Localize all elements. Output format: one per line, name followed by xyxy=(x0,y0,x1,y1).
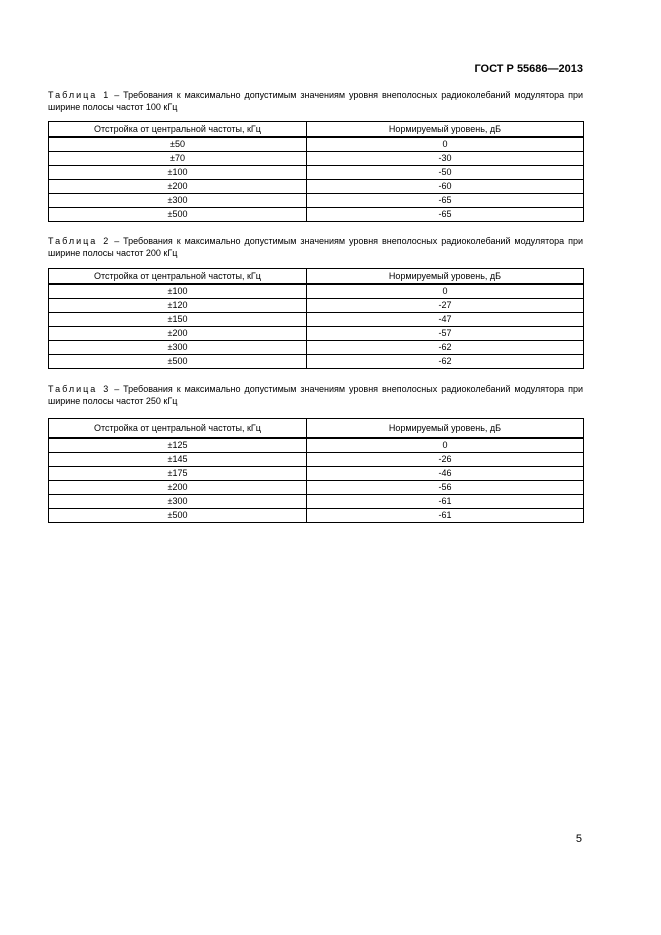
table-2-caption-lead: Таблица 2 xyxy=(48,236,111,246)
offset-cell: ±120 xyxy=(49,299,307,313)
table-row xyxy=(49,152,584,166)
table-3-caption-lead: Таблица 3 xyxy=(48,384,111,394)
offset-cell: ±100 xyxy=(49,166,307,180)
level-cell: -56 xyxy=(307,481,584,495)
table-1-caption xyxy=(48,89,583,113)
table-1 xyxy=(48,121,584,222)
page-number: 5 xyxy=(575,833,582,845)
level-cell: -30 xyxy=(307,152,584,166)
offset-cell: ±200 xyxy=(49,180,307,194)
table-3-col-offset: Отстройка от центральной частоты, кГц xyxy=(49,419,307,439)
level-cell: -62 xyxy=(307,355,584,369)
table-3 xyxy=(48,418,584,523)
table-2-col-offset: Отстройка от центральной частоты, кГц xyxy=(49,269,307,285)
table-3-col-level: Нормируемый уровень, дБ xyxy=(307,419,584,439)
offset-cell: ±125 xyxy=(49,438,307,453)
table-3-caption-text: – Требования к максимально допустимым значениям уровня внеполосных радиоколебаний модулятора при ширине полосы частот 250 кГц xyxy=(48,384,583,406)
offset-cell: ±300 xyxy=(49,194,307,208)
table-row xyxy=(49,341,584,355)
table-1-caption-text: – Требования к максимально допустимым значениям уровня внеполосных радиоколебаний модулятора при ширине полосы частот 100 кГц xyxy=(48,90,583,112)
offset-cell: ±175 xyxy=(49,467,307,481)
offset-cell: ±300 xyxy=(49,495,307,509)
table-row xyxy=(49,453,584,467)
offset-cell: ±50 xyxy=(49,137,307,152)
level-cell: -65 xyxy=(307,194,584,208)
table-row xyxy=(49,509,584,523)
table-row xyxy=(49,327,584,341)
table-row xyxy=(49,467,584,481)
table-1-header-row xyxy=(49,122,584,138)
table-row xyxy=(49,438,584,453)
offset-cell: ±150 xyxy=(49,313,307,327)
table-row xyxy=(49,166,584,180)
level-cell: 0 xyxy=(307,137,584,152)
table-row xyxy=(49,180,584,194)
table-row xyxy=(49,313,584,327)
table-1-col-offset: Отстройка от центральной частоты, кГц xyxy=(49,122,307,138)
level-cell: -47 xyxy=(307,313,584,327)
offset-cell: ±100 xyxy=(49,284,307,299)
level-cell: 0 xyxy=(307,438,584,453)
offset-cell: ±300 xyxy=(49,341,307,355)
level-cell: 0 xyxy=(307,284,584,299)
level-cell: -60 xyxy=(307,180,584,194)
offset-cell: ±70 xyxy=(49,152,307,166)
table-2-caption-text: – Требования к максимально допустимым значениям уровня внеполосных радиоколебаний модулятора при ширине полосы частот 200 кГц xyxy=(48,236,583,258)
table-row xyxy=(49,194,584,208)
table-row xyxy=(49,284,584,299)
table-row xyxy=(49,481,584,495)
level-cell: -65 xyxy=(307,208,584,222)
level-cell: -61 xyxy=(307,509,584,523)
level-cell: -46 xyxy=(307,467,584,481)
level-cell: -26 xyxy=(307,453,584,467)
level-cell: -50 xyxy=(307,166,584,180)
level-cell: -62 xyxy=(307,341,584,355)
table-2-col-level: Нормируемый уровень, дБ xyxy=(307,269,584,285)
table-1-caption-lead: Таблица 1 xyxy=(48,90,111,100)
level-cell: -27 xyxy=(307,299,584,313)
table-row xyxy=(49,355,584,369)
table-2 xyxy=(48,268,584,369)
offset-cell: ±500 xyxy=(49,509,307,523)
document-header: ГОСТ Р 55686—2013 xyxy=(474,63,583,75)
table-3-header-row xyxy=(49,419,584,439)
table-2-header-row xyxy=(49,269,584,285)
table-row xyxy=(49,137,584,152)
table-row xyxy=(49,208,584,222)
table-3-caption xyxy=(48,383,583,407)
offset-cell: ±145 xyxy=(49,453,307,467)
offset-cell: ±200 xyxy=(49,481,307,495)
level-cell: -57 xyxy=(307,327,584,341)
level-cell: -61 xyxy=(307,495,584,509)
table-row xyxy=(49,299,584,313)
table-row xyxy=(49,495,584,509)
table-1-col-level: Нормируемый уровень, дБ xyxy=(307,122,584,138)
offset-cell: ±500 xyxy=(49,355,307,369)
table-2-caption xyxy=(48,235,583,259)
offset-cell: ±200 xyxy=(49,327,307,341)
offset-cell: ±500 xyxy=(49,208,307,222)
